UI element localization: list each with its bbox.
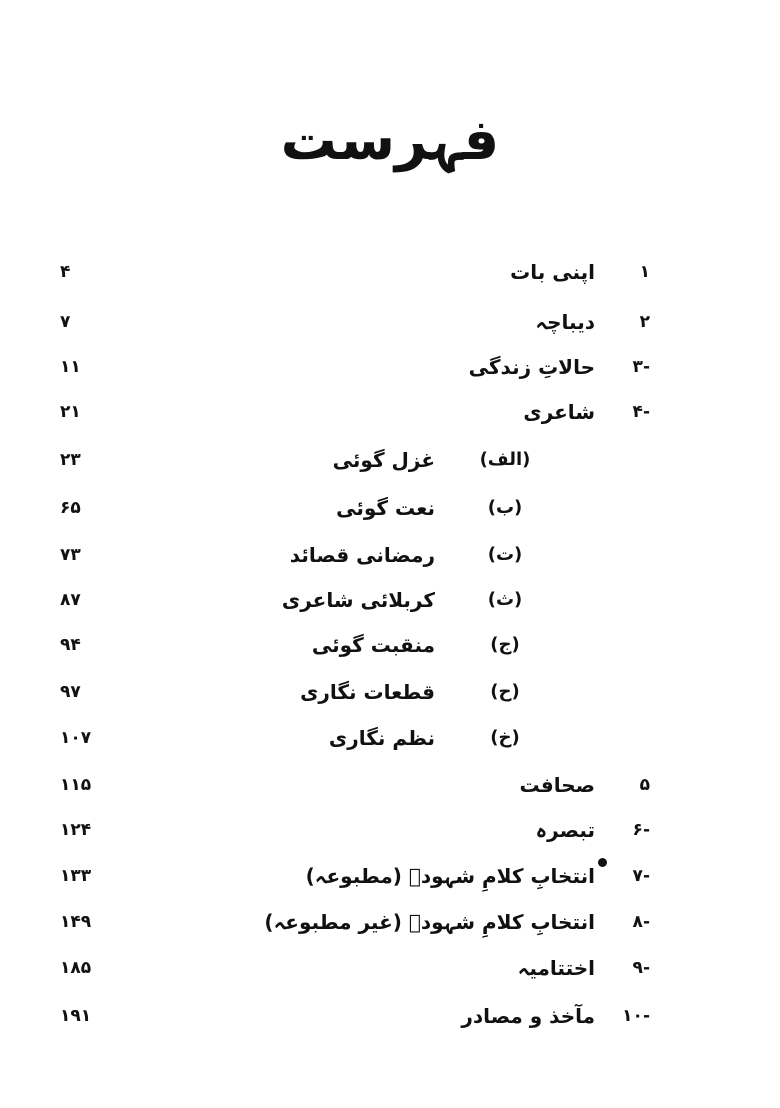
- toc-entry: [0, 302, 780, 342]
- page-number: ۹۷: [60, 682, 81, 702]
- toc-entry: [0, 625, 780, 665]
- entry-title: منقبت گوئی: [311, 633, 435, 657]
- page-number: ۱۹۱: [60, 1006, 92, 1026]
- entry-title: اختتامیہ: [517, 956, 595, 980]
- page-number: ۹۴: [60, 635, 81, 655]
- entry-title: نظم نگاری: [328, 726, 435, 750]
- toc-entry: [0, 948, 780, 988]
- page-number: ۲۳: [60, 450, 81, 470]
- entry-index: -۸: [632, 912, 650, 932]
- page-number: ۱۸۵: [60, 958, 92, 978]
- entry-index: ۵: [639, 775, 650, 795]
- page-number: ۷: [60, 312, 71, 332]
- entry-index: -۳: [632, 357, 650, 377]
- bullet-dot-icon: [598, 858, 607, 867]
- page-number: ۱۱۵: [60, 775, 92, 795]
- page-number: ۴: [60, 262, 71, 282]
- page-number: ۸۷: [60, 590, 81, 610]
- sub-section-label: (الف): [479, 449, 531, 470]
- entry-title: نعت گوئی: [336, 496, 435, 520]
- sub-section-label: (ح): [490, 681, 520, 702]
- sub-section-label: (ب): [487, 497, 523, 518]
- entry-title: انتخابِ کلامِ شہودؔ (غیر مطبوعہ): [264, 910, 595, 934]
- toc-entry: [0, 392, 780, 432]
- entry-index: -۹: [632, 958, 650, 978]
- sub-section-label: (خ): [490, 727, 520, 748]
- entry-index: -۷: [632, 866, 650, 886]
- toc-entry: [0, 902, 780, 942]
- entry-title: صحافت: [519, 773, 595, 797]
- entry-title: انتخابِ کلامِ شہودؔ (مطبوعہ): [305, 864, 595, 888]
- entry-title: رمضانی قصائد: [289, 543, 435, 567]
- entry-title: شاعری: [523, 400, 595, 424]
- entry-index: -۶: [632, 820, 650, 840]
- page-number: ۱۲۴: [60, 820, 92, 840]
- toc-entry: [0, 765, 780, 805]
- toc-entry: [0, 347, 780, 387]
- page-number: ۱۱: [60, 357, 81, 377]
- entry-index: ۱: [639, 262, 650, 282]
- toc-entry: [0, 535, 780, 575]
- entry-title: کربلائی شاعری: [281, 588, 435, 612]
- sub-section-label: (ت): [487, 544, 523, 565]
- page-number: ۷۳: [60, 545, 81, 565]
- sub-section-label: (ث): [487, 589, 523, 610]
- entry-title: مآخذ و مصادر: [461, 1004, 595, 1028]
- toc-entry: [0, 488, 780, 528]
- toc-entry: [0, 856, 780, 896]
- toc-entry: [0, 580, 780, 620]
- page-number: ۱۰۷: [60, 728, 92, 748]
- entry-title: قطعات نگاری: [300, 680, 435, 704]
- page-number: ۱۳۳: [60, 866, 92, 886]
- entry-title: حالاتِ زندگی: [468, 355, 595, 379]
- toc-entry: [0, 440, 780, 480]
- entry-index: -۴: [632, 402, 650, 422]
- toc-entry: [0, 996, 780, 1036]
- entry-index: -۱۰: [622, 1006, 650, 1026]
- page-number: ۶۵: [60, 498, 81, 518]
- entry-index: ۲: [639, 312, 650, 332]
- toc-entry: [0, 252, 780, 292]
- sub-section-label: (ج): [490, 634, 520, 655]
- page-title: فہرست: [280, 108, 500, 173]
- toc-entry: [0, 718, 780, 758]
- entry-title: غزل گوئی: [332, 448, 435, 472]
- page-number: ۲۱: [60, 402, 81, 422]
- toc-entry: [0, 672, 780, 712]
- entry-title: اپنی بات: [510, 260, 595, 284]
- entry-title: تبصرہ: [535, 818, 595, 842]
- page-number: ۱۴۹: [60, 912, 92, 932]
- toc-entry: [0, 810, 780, 850]
- entry-title: دیباچہ: [535, 310, 595, 334]
